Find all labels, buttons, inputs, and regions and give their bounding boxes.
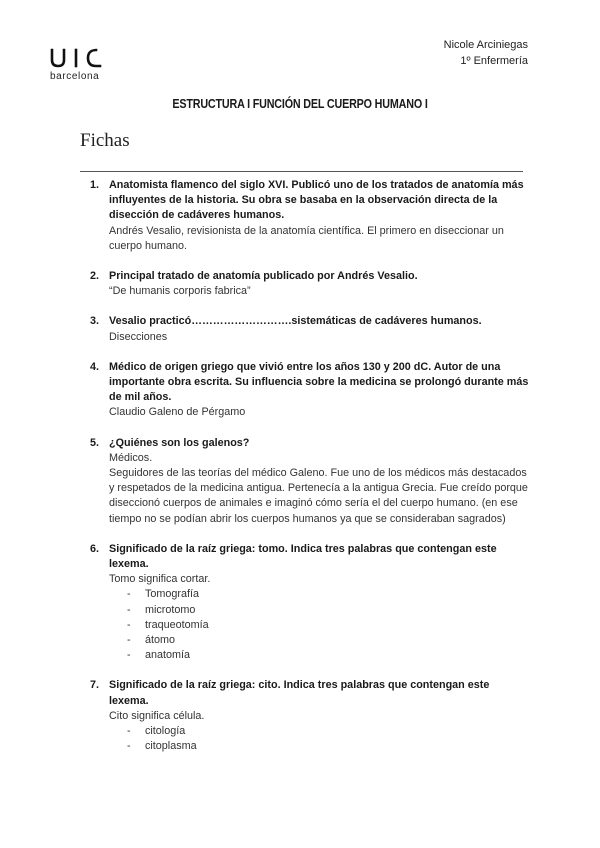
question-text: Significado de la raíz griega: cito. Indica tres palabras que contengan este lexema. <box>109 679 490 707</box>
question-item-5 <box>90 436 530 527</box>
answer-text: Disecciones <box>109 330 168 343</box>
list-item <box>127 603 530 618</box>
course-name: 1º Enfermería <box>460 55 528 67</box>
question-text: Vesalio practicó……………………….sistemáticas de cadáveres humanos. <box>109 315 482 328</box>
word-list <box>109 587 530 663</box>
dash-bullet-icon: - <box>127 725 131 738</box>
word-list <box>109 724 530 754</box>
list-item <box>127 633 530 648</box>
list-item <box>127 618 530 633</box>
dash-bullet-icon: - <box>127 740 131 753</box>
item-number: 3. <box>90 315 100 328</box>
question-text: Médico de origen griego que vivió entre los años 130 y 200 dC. Autor de una importante obra escrita. Su influencia sobre la medicina se prolongó durante más de mil años. <box>109 360 529 404</box>
question-text: Anatomista flamenco del siglo XVI. Publicó uno de los tratados de anatomía más influyentes de la historia. Su obra se basaba en la observación directa de la disección de cadáveres humanos. <box>109 179 524 222</box>
answer-text: Andrés Vesalio, revisionista de la anatomía científica. El primero en diseccionar un cuerpo humano. <box>109 224 504 252</box>
list-item-text: microtomo <box>145 603 196 616</box>
list-item <box>127 587 530 602</box>
logo-subtext: barcelona <box>50 71 100 82</box>
dash-bullet-icon: - <box>127 634 131 647</box>
list-item-text: traqueotomía <box>145 618 209 631</box>
item-number: 1. <box>90 179 100 191</box>
answer-text: Tomo significa cortar. <box>109 573 211 586</box>
document-title: ESTRUCTURA I FUNCIÓN DEL CUERPO HUMANO I <box>172 97 428 111</box>
question-text: Principal tratado de anatomía publicado por Andrés Vesalio. <box>109 270 418 283</box>
list-item-text: anatomía <box>145 649 191 662</box>
item-number: 2. <box>90 270 100 283</box>
list-item <box>127 724 530 739</box>
list-item-text: citología <box>145 725 186 738</box>
author-name: Nicole Arciniegas <box>443 39 528 51</box>
question-item-2 <box>90 269 530 299</box>
dash-bullet-icon: - <box>127 588 131 601</box>
answer-detail-text: Seguidores de las teorías del médico Galeno. Fue uno de los médicos más destacados y respetados de la medicina antigua. Pertenecía a la antigua Grecia. Fue creído porque diseccionó cuerpos de animales e imaginó cómo sería el del cuerpo humano. (en ese tiempo no se podían abrir los cuerpos humanos ya que se consideraban sagrados) <box>109 467 528 525</box>
list-item-text: átomo <box>145 634 176 647</box>
item-number: 5. <box>90 436 100 449</box>
question-item-4 <box>90 360 530 421</box>
item-number: 6. <box>90 542 100 555</box>
answer-text: Médicos. <box>109 451 153 464</box>
question-item-7 <box>90 678 530 754</box>
question-text: ¿Quiénes son los galenos? <box>109 436 250 449</box>
item-number: 7. <box>90 679 100 692</box>
author-block <box>444 37 528 69</box>
list-item-text: citoplasma <box>145 740 197 753</box>
question-list <box>90 178 530 770</box>
answer-text: “De humanis corporis fabrica” <box>109 285 251 298</box>
question-text: Significado de la raíz griega: tomo. Indica tres palabras que contengan este lexema. <box>109 542 497 571</box>
question-item-6 <box>90 542 530 664</box>
dash-bullet-icon: - <box>127 618 131 631</box>
dash-bullet-icon: - <box>127 603 131 616</box>
question-item-1 <box>90 178 530 254</box>
list-item <box>127 648 530 663</box>
question-item-3 <box>90 314 530 344</box>
list-item <box>127 739 530 754</box>
answer-text: Cito significa célula. <box>109 709 205 722</box>
dash-bullet-icon: - <box>127 649 131 662</box>
answer-text: Claudio Galeno de Pérgamo <box>109 406 246 419</box>
item-number: 4. <box>90 360 100 373</box>
list-item-text: Tomografía <box>145 588 200 601</box>
document-subtitle: Fichas <box>80 130 130 151</box>
divider <box>80 171 523 172</box>
